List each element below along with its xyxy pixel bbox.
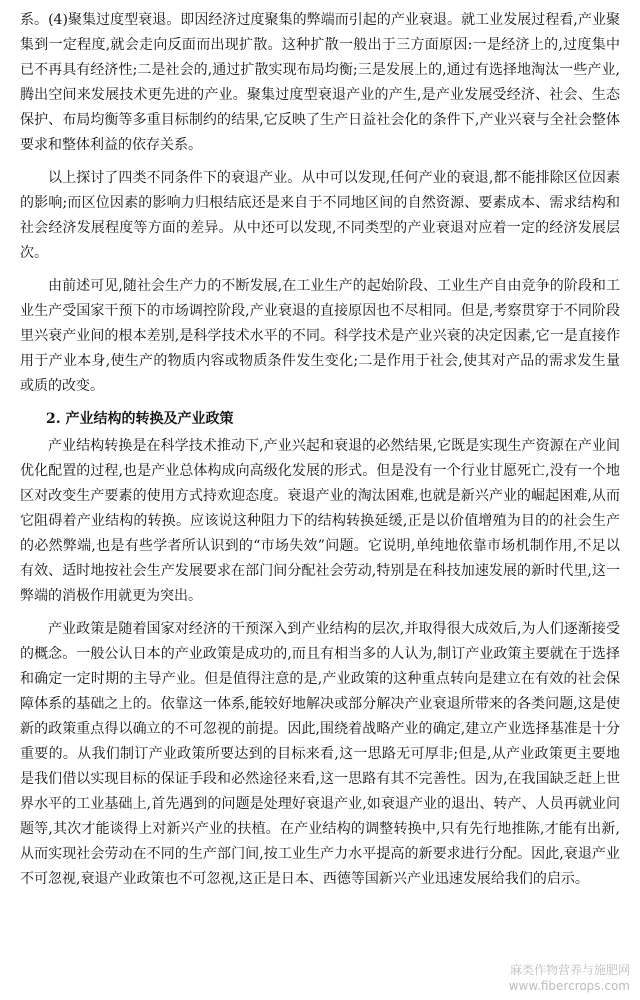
paragraph-technology-factor: 由前述可见,随社会生产力的不断发展,在工业生产的起始阶段、工业生产自由竞争的阶段和工业生产受国家干预下的市场调控阶段,产业衰退的直接原因也不尽相同。但是,考察贯穿于不同阶段里兴衰产业间的根本差别,是科学技术水平的不同。科学技术是产业兴衰的决定因素,它一是直接作用于产业本身,使生产的物质内容或物质条件发生变化;二是作用于社会,使其对产品的需求发生量或质的改变。: [20, 278, 620, 394]
watermark-site-name: 麻类作物营养与施肥网: [509, 963, 630, 977]
paragraph-industrial-policy: 产业政策是随着国家对经济的干预深入到产业结构的层次,并取得很大成效后,为人们逐渐接受的概念。一般公认日本的产业政策是成功的,而且有相当多的人认为,制订产业政策主要就在于选择和确定一定时期的主导产业。但是值得注意的是,产业政策的这种重点转向是建立在有效的社会保障体系的基础之上的。依靠这一体系,能较好地解决或部分解决产业衰退所带来的各类问题,这是使新的政策重点得以确立的不可忽视的前提。因此,围绕着战略产业的确定,建立产业选择基准是十分重要的。从我们制订产业政策所要达到的目标来看,这一思路无可厚非;但是,从产业政策更主要地是我们借以实现目标的保证手段和必然途径来看,这一思路有其不完善性。因为,在我国缺乏赶上世界水平的工业基础上,首先遇到的问题是处理好衰退产业,如衰退产业的退出、转产、人员再就业问题等,其次才能谈得上对新兴产业的扶植。在产业结构的调整转换中,只有先行地推陈,才能有出新,从而实现社会劳动在不同的生产部门间,按工业生产力水平提高的新要求进行分配。因此,衰退产业不可忽视,衰退产业政策也不可忽视,这正是日本、西德等国新兴产业迅速发展给我们的启示。: [20, 621, 620, 887]
paragraph-agglomeration-decline: 系。(4)聚集过度型衰退。即因经济过度聚集的弊端而引起的产业衰退。就工业发展过程看,产业聚集到一定程度,就会走向反面而出现扩散。这种扩散一般出于三方面原因:一是经济上的,过度集中已不再具有经济性;二是社会的,通过扩散实现布局均衡;三是发展上的,通过有选择地淘汰一些产业,腾出空间来发展技术更先进的产业。聚集过度型衰退产业的产生,是产业发展受经济、社会、生态保护、布局均衡等多重目标制约的结果,它反映了生产日益社会化的条件下,产业兴衰与全社会整体要求和整体利益的依存关系。: [20, 12, 620, 153]
section-heading: 2. 产业结构的转换及产业政策: [46, 411, 234, 427]
paragraph-four-types-summary: 以上探讨了四类不同条件下的衰退产业。从中可以发现,任何产业的衰退,都不能排除区位因素的影响;而区位因素的影响力归根结底还是来自于不同地区间的自然资源、要素成本、需求结构和社会经济发展程度等方面的差异。从中还可以发现,不同类型的产业衰退对应着一定的经济发展层次。: [20, 170, 620, 261]
watermark-url: www.fibercrops.com: [508, 979, 630, 993]
watermark: [509, 962, 630, 994]
paragraph-structure-transition: 产业结构转换是在科学技术推动下,产业兴起和衰退的必然结果,它既是实现生产资源在产业间优化配置的过程,也是产业总体构成向高级化发展的形式。但是没有一个行业甘愿死亡,没有一个地区对改变生产要素的使用方式持欢迎态度。衰退产业的淘汰困难,也就是新兴产业的崛起困难,从而它阻碍着产业结构的转换。应该说这种阻力下的结构转换延缓,正是以价值增殖为目的的社会生产的必然弊端,也是有些学者所认识到的“市场失效”问题。它说明,单纯地依靠市场机制作用,不足以有效、适时地按社会生产发展要求在部门间分配社会劳动,特别是在科技加速发展的新时代里,这一弊端的消极作用就更为突出。: [20, 438, 620, 604]
document-page: [20, 8, 620, 900]
